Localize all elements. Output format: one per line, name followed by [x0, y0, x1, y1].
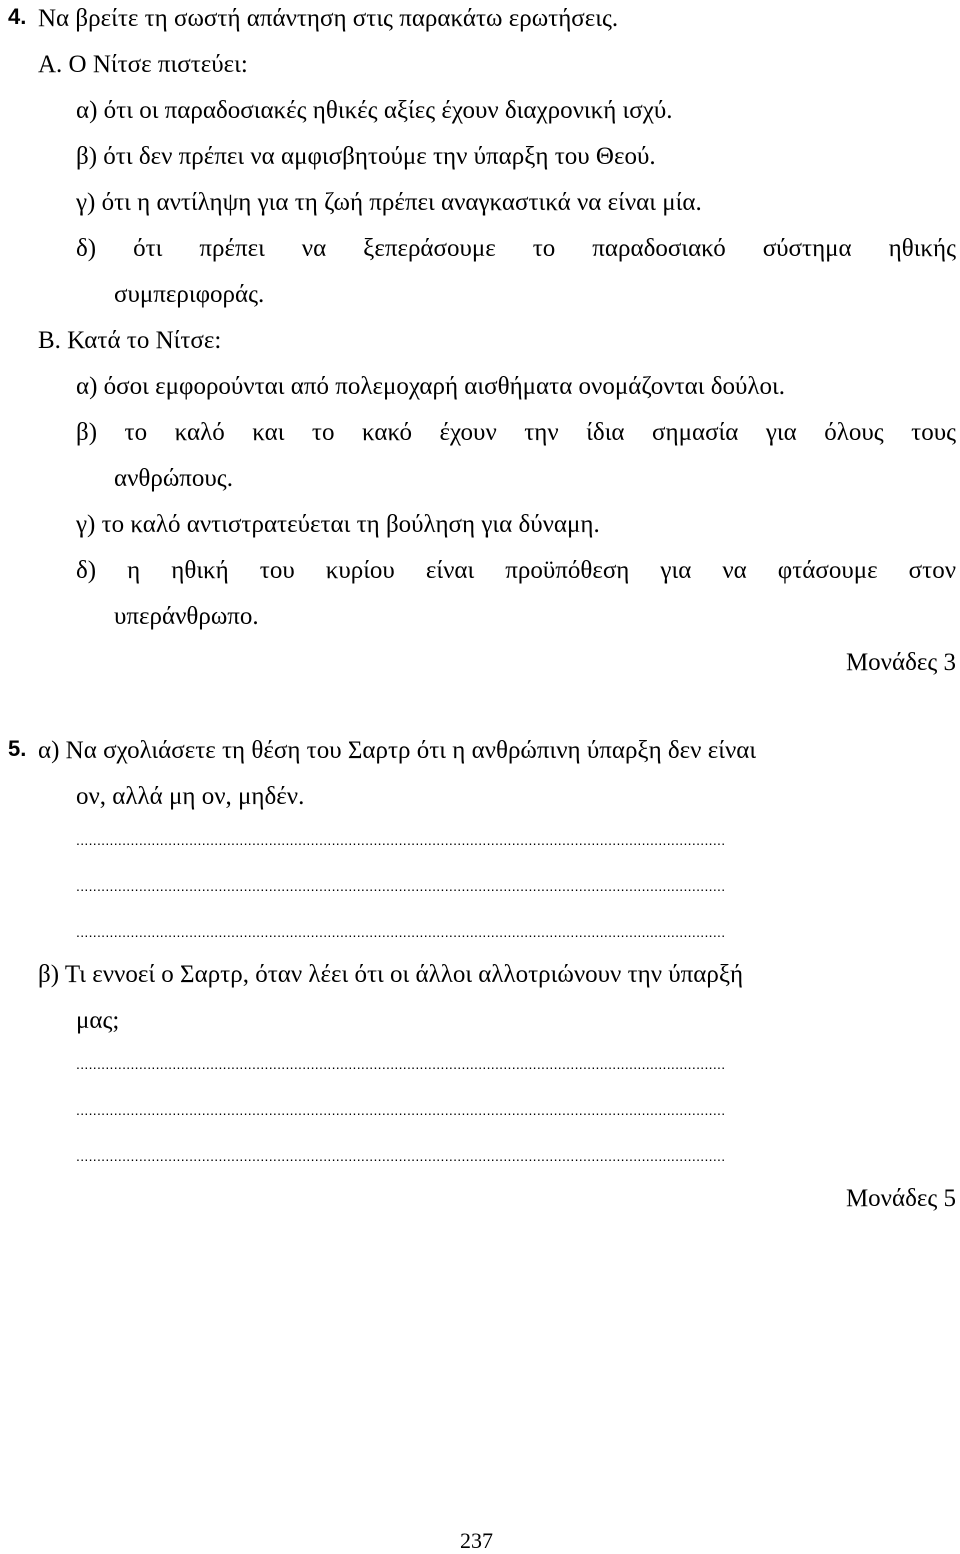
question-4-points: Μονάδες 3 [845, 649, 956, 676]
part-b-option-d: δ) η ηθική του κυρίου είναι προϋπόθεση για να φτάσουμε στον [76, 557, 956, 584]
answer-line-5b-1[interactable]: ........................................................................................................................................................... [76, 1056, 726, 1072]
part-a-option-d-continuation: συμπεριφοράς. [114, 281, 265, 308]
question-5a-text: α) Να σχολιάσετε τη θέση του Σαρτρ ότι η ανθρώπινη ύπαρξη δεν είναι [38, 737, 757, 764]
question-5b-continuation: μας; [76, 1007, 120, 1034]
part-b-option-a: α) όσοι εμφορούνται από πολεμοχαρή αισθήματα ονομάζονται δούλοι. [76, 373, 785, 400]
part-a-option-a: α) ότι οι παραδοσιακές ηθικές αξίες έχουν διαχρονική ισχύ. [76, 97, 673, 124]
answer-line-5b-3[interactable]: ........................................................................................................................................................... [76, 1148, 726, 1164]
part-b-heading: Β. Κατά το Νίτσε: [38, 327, 222, 354]
question-5a-continuation: ον, αλλά μη ον, μηδέν. [76, 783, 305, 810]
page-number: 237 [460, 1528, 493, 1553]
answer-line-5a-1[interactable]: ........................................................................................................................................................... [76, 832, 726, 848]
question-5-number: 5. [8, 736, 27, 761]
part-b-option-d-continuation: υπεράνθρωπο. [114, 603, 259, 630]
part-b-option-b: β) το καλό και το κακό έχουν την ίδια σημασία για όλους τους [76, 419, 956, 446]
part-a-option-b: β) ότι δεν πρέπει να αμφισβητούμε την ύπαρξη του Θεού. [76, 143, 656, 170]
question-4-number: 4. [8, 4, 27, 29]
answer-line-5b-2[interactable]: ........................................................................................................................................................... [76, 1102, 726, 1118]
part-b-option-c: γ) το καλό αντιστρατεύεται τη βούληση για δύναμη. [76, 511, 600, 538]
answer-line-5a-3[interactable]: ........................................................................................................................................................... [76, 924, 726, 940]
part-a-option-d: δ) ότι πρέπει να ξεπεράσουμε το παραδοσιακό σύστημα ηθικής [76, 235, 956, 262]
part-b-option-b-continuation: ανθρώπους. [114, 465, 233, 492]
question-4-instruction: Να βρείτε τη σωστή απάντηση στις παρακάτω ερωτήσεις. [38, 5, 619, 32]
part-a-heading: Α. Ο Νίτσε πιστεύει: [38, 51, 248, 78]
answer-line-5a-2[interactable]: ........................................................................................................................................................... [76, 878, 726, 894]
question-5b-text: β) Τι εννοεί ο Σαρτρ, όταν λέει ότι οι άλλοι αλλοτριώνουν την ύπαρξή [38, 961, 744, 988]
question-5-points: Μονάδες 5 [845, 1185, 956, 1212]
part-a-option-c: γ) ότι η αντίληψη για τη ζωή πρέπει αναγκαστικά να είναι μία. [76, 189, 702, 216]
